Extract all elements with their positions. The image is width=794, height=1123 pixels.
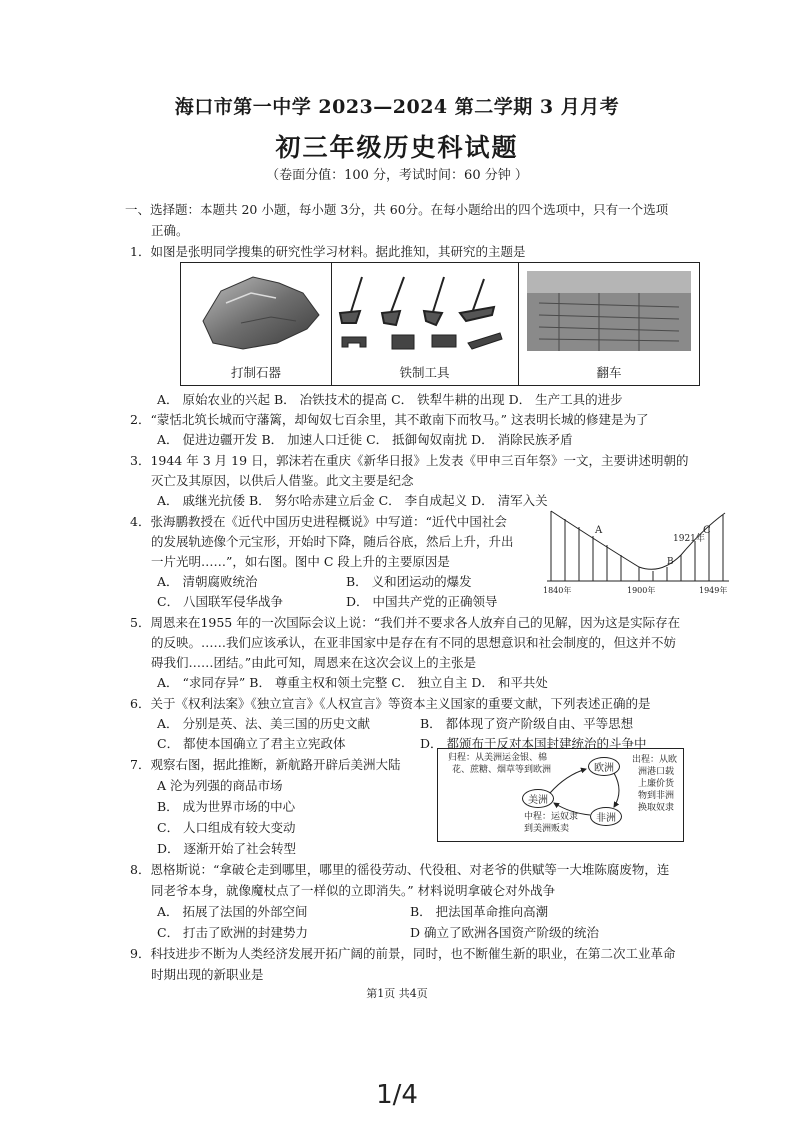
tick-1840: 1840年 — [543, 586, 572, 595]
q3-stem-cont: 灭亡及其原因，以供后人借鉴。此文主要是纪念 — [151, 473, 414, 488]
q6-option-b: B． 都体现了资产阶级自由、平等思想 — [420, 716, 634, 731]
exam-score-time: （卷面分值：100 分，考试时间：60 分钟 ） — [266, 168, 528, 183]
q7-option-a: A 沦为列强的商品市场 — [157, 778, 283, 793]
section-heading: 一、选择题：本题共 20 小题，每小题 3分，共 60分。在每小题给出的四个选项中，只有一个选项 — [125, 202, 669, 217]
q4-option-a: A． 清朝腐败统治 — [157, 574, 258, 589]
tick-1900: 1900年 — [627, 586, 656, 595]
q2-options: A． 促进边疆开发 B． 加速人口迁徙 C． 抵御匈奴南扰 D． 消除民族矛盾 — [157, 432, 573, 447]
q8-stem-cont: 同老爷本身，就像魔杖点了一样似的立即消失。” 材料说明拿破仑对外战争 — [151, 883, 556, 898]
q5-stem-cont2: 碍我们……团结。”由此可知，周恩来在这次会议上的主张是 — [151, 655, 477, 670]
q7-option-d: D． 逐渐开始了社会转型 — [157, 841, 296, 856]
segment-c-label: C — [703, 525, 711, 536]
q3-stem: 3．1944 年 3 月 19 日，郭沫若在重庆《新华日报》上发表《甲申三百年祭》一文，主要讲述明朝的 — [130, 453, 689, 468]
africa-node: 非洲 — [590, 807, 622, 826]
q1-options: A． 原始农业的兴起 B． 冶铁技术的提高 C． 铁犁牛耕的出现 D． 生产工具的进步 — [157, 392, 623, 407]
q8-option-b: B． 把法国革命推向高潮 — [410, 904, 549, 919]
water-wheel-icon — [519, 263, 699, 363]
q8-stem: 8．恩格斯说：“拿破仑走到哪里，哪里的徭役劳动、代役租、对老爷的供赋等一大堆陈腐废物，连 — [130, 862, 670, 877]
q1-image-strip — [180, 262, 700, 386]
tick-1949: 1949年 — [699, 586, 728, 595]
q8-option-a: A． 拓展了法国的外部空间 — [157, 904, 308, 919]
water-wheel-image — [519, 263, 699, 385]
outbound-text-3: 上廉价货 — [638, 779, 675, 789]
return-trip-text-cont: 花、蔗糖、烟草等到欧洲 — [452, 765, 552, 775]
q7-option-b: B． 成为世界市场的中心 — [157, 799, 296, 814]
q9-stem: 9．科技进步不断为人类经济发展开拓广阔的前景，同时，也不断催生新的职业，在第二次工业革命 — [130, 946, 676, 961]
iron-tools-image — [332, 263, 517, 385]
outbound-text-4: 物到非洲 — [638, 791, 675, 801]
q4-stem-cont: 的发展轨迹像个元宝形，开始时下降，随后谷底，然后上升，升出 — [151, 534, 514, 549]
q7-triangular-trade-diagram — [437, 748, 684, 842]
q4-option-c: C． 八国联军侵华战争 — [157, 594, 284, 609]
q6-option-c: C． 都使本国确立了君主立宪政体 — [157, 736, 346, 751]
q6-option-d: D． 都颁布于反对本国封建统治的斗争中 — [420, 736, 647, 751]
middle-passage-text: 中程：运奴隶 — [524, 812, 579, 822]
page-footer: 第1页 共4页 — [366, 987, 428, 1000]
year-1921-label: 1921年 — [673, 534, 705, 544]
iron-tools-icon — [332, 263, 517, 363]
q8-option-d: D 确立了欧洲各国资产阶级的统治 — [410, 925, 599, 940]
q7-stem: 7．观察右图，据此推断，新航路开辟后美洲大陆 — [130, 757, 401, 772]
outbound-text-5: 换取奴隶 — [638, 803, 675, 813]
q5-stem: 5．周恩来在1955 年的一次国际会议上说：“我们并不要求各人放弃自己的见解，因为这是实际存在 — [130, 615, 681, 630]
q4-trend-figure — [543, 505, 733, 597]
stone-tool-image — [181, 263, 331, 385]
q2-stem: 2．“蒙恬北筑长城而守藩篱，却匈奴七百余里，其不敢南下而牧马。” 这表明长城的修建是为了 — [130, 412, 649, 427]
caption-stone-tool: 打制石器 — [230, 365, 281, 380]
section-heading-cont: 正确。 — [151, 223, 189, 238]
return-trip-text: 归程：从美洲运金银、棉 — [448, 753, 548, 763]
q9-stem-cont: 时期出现的新职业是 — [151, 967, 264, 982]
q1-stem: 1．如图是张明同学搜集的研究性学习材料。据此推知，其研究的主题是 — [130, 244, 526, 259]
trade-arrows — [438, 749, 683, 841]
q6-stem: 6．关于《权利法案》《独立宣言》《人权宣言》等资本主义国家的重要文献，下列表述正确的是 — [130, 696, 651, 711]
exam-title-school: 海口市第一中学 2023—2024 第二学期 3 月月考 — [174, 96, 620, 118]
outbound-text-1: 出程：从欧 — [632, 755, 678, 765]
outbound-text-2: 洲港口载 — [638, 767, 675, 777]
exam-title-subject: 初三年级历史科试题 — [275, 133, 519, 162]
q3-options: A． 戚继光抗倭 B． 努尔哈赤建立后金 C． 李自成起义 D． 清军入关 — [157, 493, 548, 508]
q4-stem-cont2: 一片光明……”，如右图。图中 C 段上升的主要原因是 — [151, 554, 450, 569]
q8-option-c: C． 打击了欧洲的封建势力 — [157, 925, 309, 940]
q4-stem: 4．张海鹏教授在《近代中国历史进程概说》中写道：“近代中国社会 — [130, 514, 507, 529]
q4-option-b: B． 义和团运动的爆发 — [346, 574, 472, 589]
caption-water-wheel: 翻车 — [596, 365, 622, 380]
america-node: 美洲 — [522, 789, 554, 808]
middle-passage-text-cont: 到美洲贩卖 — [524, 824, 570, 834]
caption-iron-tools: 铁制工具 — [399, 365, 450, 380]
segment-a-label: A — [595, 525, 603, 536]
q7-option-c: C． 人口组成有较大变动 — [157, 820, 296, 835]
segment-b-label: B — [667, 557, 674, 567]
viewer-page-indicator: 1/4 — [376, 1080, 418, 1110]
europe-node: 欧洲 — [588, 757, 620, 776]
q5-stem-cont: 的反映。……我们应该承认，在亚非国家中是存在有不同的思想意识和社会制度的，但这并不妨 — [151, 635, 677, 650]
q4-option-d: D． 中国共产党的正确领导 — [346, 594, 498, 609]
stone-tool-icon — [181, 263, 331, 363]
q6-option-a: A． 分别是英、法、美三国的历史文献 — [157, 716, 371, 731]
q5-options: A． “求同存异” B． 尊重主权和领土完整 C． 独立自主 D． 和平共处 — [157, 675, 548, 690]
